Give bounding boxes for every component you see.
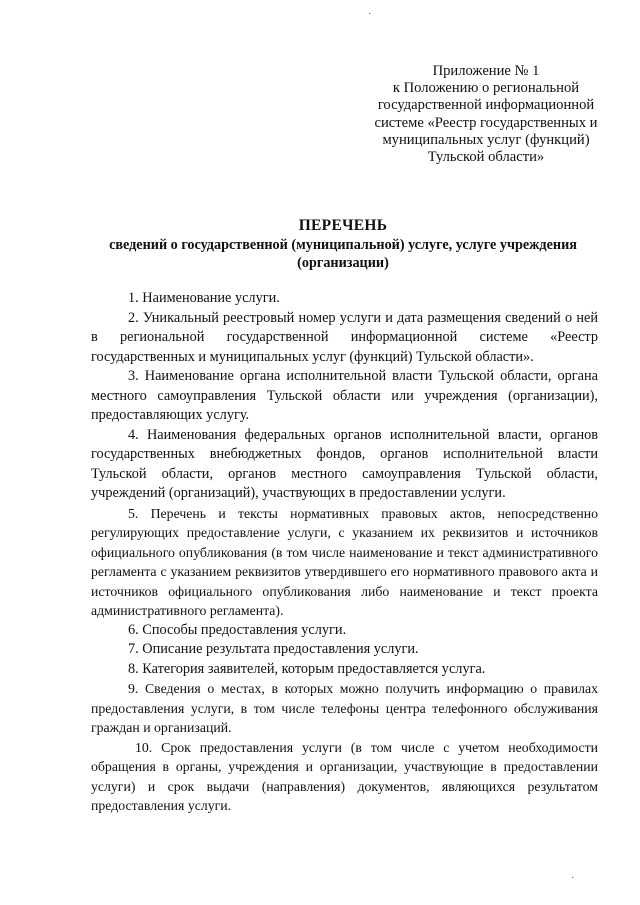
list-item-5: 5. Перечень и тексты нормативных правовых актов, непосредственно регулирующих предоставление услуги, с указанием их реквизитов и источников официального опубликования (в том числе наименование и текст административного регламента с указанием реквизитов утвердившего его нормативного правового акта и источников официального опубликования либо наименование и текст проекта административного регламента). bbox=[91, 505, 598, 618]
list-item-9: 9. Сведения о местах, в которых можно получить информацию о правилах предоставления услуги, в том числе телефоны центра телефонного обслуживания граждан и организаций. bbox=[91, 681, 598, 735]
document-body bbox=[91, 289, 598, 816]
appendix-header bbox=[338, 63, 634, 166]
appendix-line-3: государственной информационной bbox=[377, 97, 595, 114]
scan-speck: · bbox=[368, 9, 372, 20]
scan-speck: · bbox=[571, 873, 575, 884]
list-item-7: 7. Описание результата предоставления услуги. bbox=[128, 641, 419, 657]
list-item-8: 8. Категория заявителей, которым предоставляется услуга. bbox=[128, 660, 486, 677]
list-item-4: 4. Наименования федеральных органов исполнительной власти, органов государственных внебюджетных фондов, органов исполнительной власти Тульской области, органов местного самоуправления Тульской области, учреждений (организаций), участвующих в предоставлении услуги. bbox=[91, 426, 598, 501]
document-title: ПЕРЕЧЕНЬ bbox=[298, 217, 388, 234]
list-item-6: 6. Способы предоставления услуги. bbox=[128, 621, 347, 638]
list-item-1: 1. Наименование услуги. bbox=[128, 290, 280, 306]
list-item-2: 2. Уникальный реестровый номер услуги и дата размещения сведений о ней в региональной государственной информационной системе «Реестр государственных и муниципальных услуг (функций) Тульской области». bbox=[91, 309, 598, 365]
appendix-line-1: Приложение № 1 bbox=[432, 63, 540, 79]
appendix-line-4: системе «Реестр государственных и bbox=[374, 114, 598, 131]
list-item-3: 3. Наименование органа исполнительной власти Тульской области, органа местного самоуправления Тульской области или учреждения (организации), предоставляющих услугу. bbox=[91, 368, 598, 423]
document-subtitle: сведений о государственной (муниципальной) услуге, услуге учреждения (организации) bbox=[109, 237, 577, 271]
document-heading bbox=[88, 216, 598, 272]
appendix-line-6: Тульской области» bbox=[427, 149, 545, 166]
appendix-line-2: к Положению о региональной bbox=[392, 80, 580, 97]
appendix-line-5: муниципальных услуг (функций) bbox=[382, 131, 590, 148]
list-item-10: 10. Срок предоставления услуги (в том числе с учетом необходимости обращения в органы, учреждения и организации, участвующие в предоставлении услуги) и срок выдачи (направления) документов, являющихся результатом предоставления услуги. bbox=[91, 739, 598, 813]
